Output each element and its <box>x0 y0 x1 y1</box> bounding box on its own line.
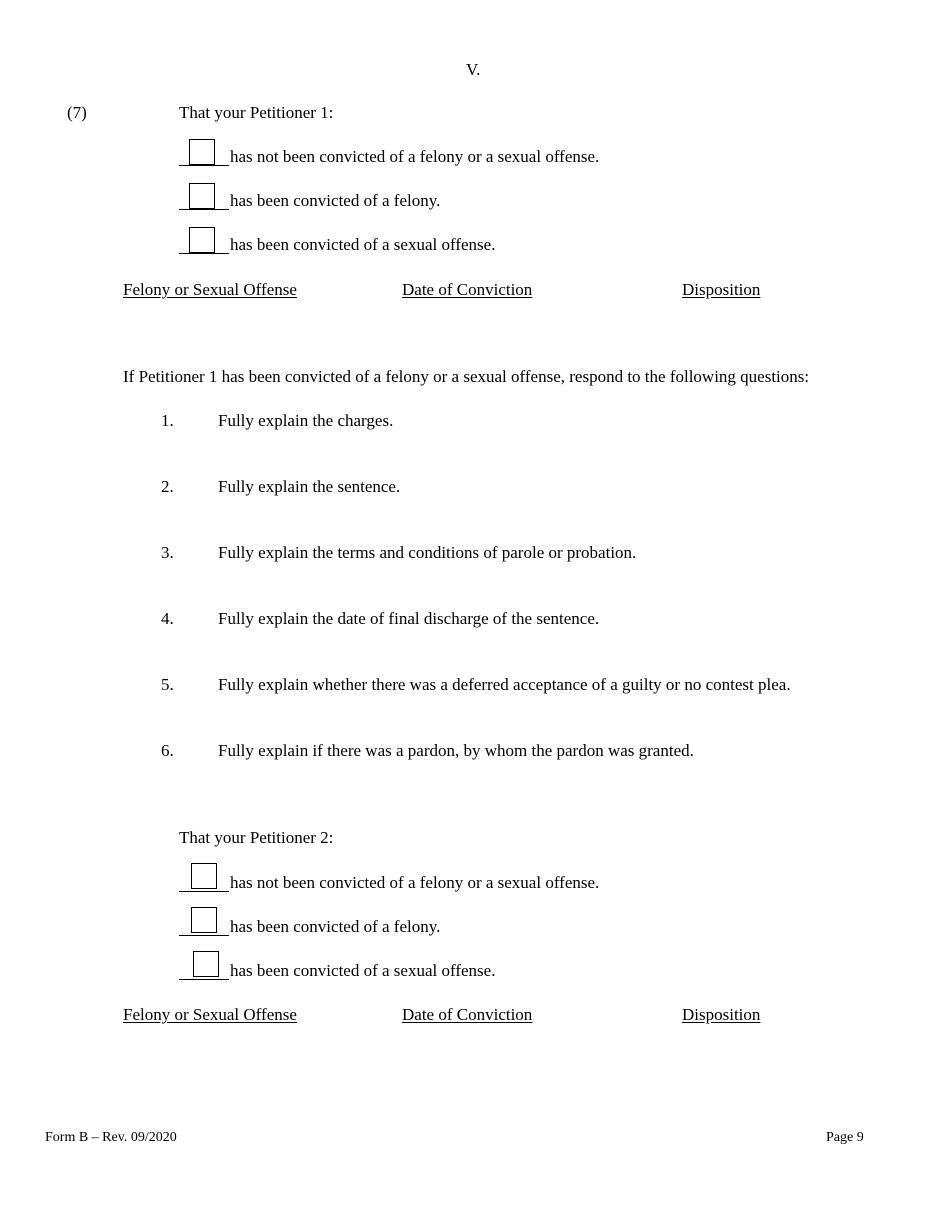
petitioner1-option-sexual-offense: has been convicted of a sexual offense. <box>230 235 496 254</box>
petitioner2-intro: That your Petitioner 2: <box>179 828 334 847</box>
footer-form-label: Form B – Rev. 09/2020 <box>45 1130 177 1145</box>
question-text: Fully explain if there was a pardon, by whom the pardon was granted. <box>218 741 694 760</box>
petitioner2-column-disposition: Disposition <box>682 1005 761 1024</box>
petitioner1-option-felony: has been convicted of a felony. <box>230 191 441 210</box>
petitioner2-column-offense: Felony or Sexual Offense <box>123 1005 297 1024</box>
followup-intro: If Petitioner 1 has been convicted of a felony or a sexual offense, respond to the following questions: <box>123 367 810 386</box>
question-text: Fully explain the charges. <box>218 411 394 430</box>
question-text: Fully explain the sentence. <box>218 477 401 496</box>
item-number: (7) <box>67 103 87 122</box>
footer-page-number: Page 9 <box>826 1130 864 1145</box>
question-text: Fully explain the terms and conditions of parole or probation. <box>218 543 637 562</box>
question-text: Fully explain the date of final discharge of the sentence. <box>218 609 600 628</box>
petitioner1-option-not-convicted: has not been convicted of a felony or a sexual offense. <box>230 147 600 166</box>
question-number: 1. <box>161 411 174 430</box>
question-number: 3. <box>161 543 174 562</box>
petitioner2-column-date: Date of Conviction <box>402 1005 533 1024</box>
question-text: Fully explain whether there was a deferred acceptance of a guilty or no contest plea. <box>218 675 791 694</box>
petitioner1-intro: That your Petitioner 1: <box>179 103 334 122</box>
question-number: 6. <box>161 741 174 760</box>
petitioner1-column-offense: Felony or Sexual Offense <box>123 280 297 299</box>
question-number: 5. <box>161 675 174 694</box>
petitioner1-column-disposition: Disposition <box>682 280 761 299</box>
question-number: 2. <box>161 477 174 496</box>
petitioner1-column-date: Date of Conviction <box>402 280 533 299</box>
petitioner2-option-sexual-offense: has been convicted of a sexual offense. <box>230 961 496 980</box>
question-number: 4. <box>161 609 174 628</box>
section-heading: V. <box>466 60 481 79</box>
petitioner2-option-not-convicted: has not been convicted of a felony or a sexual offense. <box>230 873 600 892</box>
petitioner2-option-felony: has been convicted of a felony. <box>230 917 441 936</box>
